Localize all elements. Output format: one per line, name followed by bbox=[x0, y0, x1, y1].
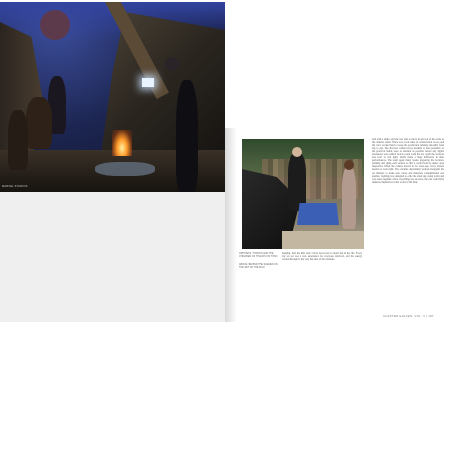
photo-crew-member bbox=[292, 147, 302, 157]
body-text-bottom: hanging. And the kids said: I have never had so much fun in my life. Every day on set was a new experience for everyone involved, and the energy carried through to the very last shot of the schedule. bbox=[282, 252, 362, 262]
photo-glow-device bbox=[142, 78, 154, 87]
body-text: said with a smile, and she was able to move in and out of the scene as the cameras rolled. There was a real sense of collaboration on set, and the crew worked hard to keep the production running smoothly from day to day. The directors wanted every moment to feel grounded, so the practical builds were as detailed as possible before any digital extensions were added. Actors could walk the set, touch the surfaces and react to real light, which made a huge difference in their performances. The team spent many weeks preparing the location, painting and aging each surface so that it would hold up under close inspection. When the camera moved in for close-ups, every texture needed to look right. The costume department worked alongside the set builders to make sure colors and materials complemented one another. Lighting was designed to echo the alien sky, using warm and cool tones together. Once everything was in place, the cast could fully immerse themselves in the world of the film. bbox=[372, 138, 444, 184]
book-gutter bbox=[225, 128, 237, 322]
photo-crew-member bbox=[288, 153, 306, 211]
photo-floor bbox=[282, 231, 364, 249]
left-page-photo bbox=[0, 2, 225, 192]
page-folio: CHAPTER ELEVEN: VOL. 3 | 187 bbox=[383, 314, 434, 318]
photo-actor bbox=[344, 160, 354, 170]
photo-figure bbox=[165, 57, 179, 71]
photo-table bbox=[297, 203, 339, 225]
photo-figure bbox=[176, 80, 198, 192]
right-page-photo bbox=[242, 139, 364, 249]
photo-caption: OPPOSITE: THANOS AND THE CHILDREN OF THANOS ON TITAN bbox=[239, 252, 278, 258]
photo-figure bbox=[8, 110, 28, 170]
photo-caption: ABOVE: BEHIND THE SCENES ON THE SET OF THE FILM bbox=[239, 263, 278, 269]
photo-fire bbox=[112, 130, 132, 156]
photo-cloth bbox=[95, 162, 155, 176]
photo-actor bbox=[342, 167, 356, 229]
photo-credit: MARVEL STUDIOS bbox=[2, 185, 28, 188]
text-column bbox=[372, 138, 444, 184]
photo-figure bbox=[40, 10, 70, 40]
photo-figure bbox=[26, 97, 52, 149]
